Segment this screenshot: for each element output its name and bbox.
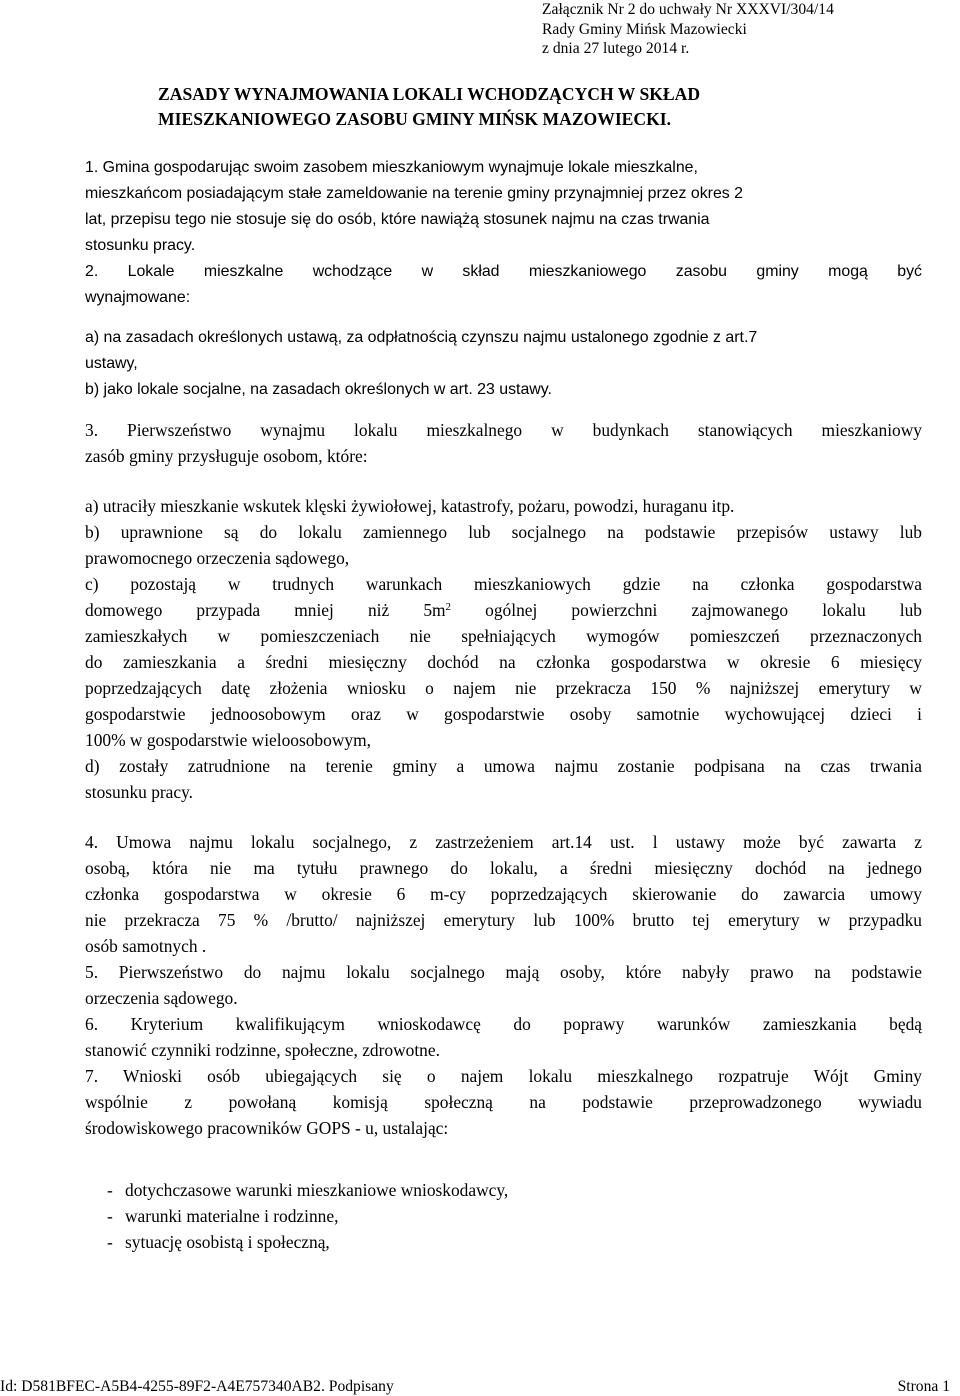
attachment-line-2: Rady Gminy Mińsk Mazowiecki [542,20,747,38]
paragraph-line: 7. Wnioski osób ubiegających się o najem lokalu mieszkalnego rozpatruje Wójt Gminy [85,1066,922,1086]
paragraph-line: 5. Pierwszeństwo do najmu lokalu socjalnego mają osoby, które nabyły prawo na podstawie [85,962,922,982]
paragraph-line: 4. Umowa najmu lokalu socjalnego, z zastrzeżeniem art.14 ust. l ustawy może być zawarta z [85,832,922,852]
document-body [85,155,922,1141]
superscript: 2 [445,601,452,613]
document-title [158,82,700,132]
list-item-c-cont: do zamieszkania a średni miesięczny dochód na członka gospodarstwa w okresie 6 miesięcy [85,652,922,672]
title-line-2: MIESZKANIOWEGO ZASOBU GMINY MIŃSK MAZOWIECKI. [158,109,672,129]
list-item-b: b) jako lokale socjalne, na zasadach określonych w art. 23 ustawy. [85,381,552,398]
list-item [107,1203,508,1229]
paragraph-line: 2. Lokale mieszkalne wchodzące w skład mieszkaniowego zasobu gminy mogą być [85,263,922,280]
list-item-text: warunki materialne i rodzinne, [125,1206,339,1226]
paragraph-line: członka gospodarstwa w okresie 6 m-cy poprzedzających skierowanie do zawarcia umowy [85,884,922,904]
list-item-a: a) na zasadach określonych ustawą, za odpłatnością czynszu najmu ustalonego zgodnie z art.7 [85,329,758,346]
list-item-b-cont: prawomocnego orzeczenia sądowego, [85,548,350,568]
criteria-list [107,1177,508,1255]
paragraph-line: 1. Gmina gospodarując swoim zasobem mieszkaniowym wynajmuje lokale mieszkalne, [85,159,698,176]
paragraph-line: osób samotnych . [85,936,207,956]
attachment-line-1: Załącznik Nr 2 do uchwały Nr XXXVI/304/14 [542,1,834,18]
list-item-a: a) utraciły mieszkanie wskutek klęski żywiołowej, katastrofy, pożaru, powodzi, huraganu itp. [85,496,735,516]
document-id-footer: Id: D581BFEC-A5B4-4255-89F2-A4E757340AB2. Podpisany [0,1378,394,1395]
paragraph-5 [85,959,922,1011]
paragraph-line: nie przekracza 75 % /brutto/ najniższej emerytury lub 100% brutto tej emerytury w przypadku [85,910,922,930]
paragraph-line: osobą, która nie ma tytułu prawnego do lokalu, a średni miesięczny dochód na jednego [85,858,922,878]
paragraph-line: zasób gminy przysługuje osobom, które: [85,446,368,466]
list-item-c: c) pozostają w trudnych warunkach mieszkaniowych gdzie na członka gospodarstwa [85,574,922,594]
attachment-header [542,0,834,59]
list-item [107,1177,508,1203]
list-item-c-cont [85,597,922,623]
title-line-1: ZASADY WYNAJMOWANIA LOKALI WCHODZĄCYCH W SKŁAD [158,84,701,104]
page-number: Strona 1 [897,1378,950,1395]
paragraph-1 [85,155,922,259]
paragraph-line: stanowić czynniki rodzinne, społeczne, zdrowotne. [85,1040,440,1060]
paragraph-3 [85,417,922,805]
paragraph-line: wynajmowane: [85,289,191,306]
attachment-line-3: z dnia 27 lutego 2014 r. [542,40,690,57]
paragraph-line: mieszkańcom posiadającym stałe zameldowanie na terenie gminy przynajmniej przez okres 2 [85,185,743,202]
dash-bullet: - [107,1206,113,1226]
paragraph-2 [85,259,922,403]
dash-bullet: - [107,1232,113,1252]
list-item-text: dotychczasowe warunki mieszkaniowe wnioskodawcy, [125,1180,509,1200]
list-item-a-cont: ustawy, [85,355,138,372]
paragraph-line: wspólnie z powołaną komisją społeczną na podstawie przeprowadzonego wywiadu [85,1092,922,1112]
paragraph-7 [85,1063,922,1141]
list-item-c-cont: gospodarstwie jednoosobowym oraz w gospodarstwie osoby samotnie wychowującej dzieci i [85,704,922,724]
list-item-c-cont: poprzedzających datę złożenia wniosku o najem nie przekracza 150 % najniższej emerytury w [85,678,922,698]
list-item-c-cont: zamieszkałych w pomieszczeniach nie spełniających wymogów pomieszczeń przeznaczonych [85,626,922,646]
paragraph-line: środowiskowego pracowników GOPS - u, ustalając: [85,1118,449,1138]
list-item-b: b) uprawnione są do lokalu zamiennego lub socjalnego na podstawie przepisów ustawy lub [85,522,922,542]
paragraph-4 [85,829,922,959]
list-item [107,1229,508,1255]
list-item-text: sytuację osobistą i społeczną, [125,1232,330,1252]
paragraph-line: stosunku pracy. [85,237,196,254]
list-item-d-cont: stosunku pracy. [85,782,194,802]
area-text-rest: ogólnej powierzchni zajmowanego lokalu lub [451,600,922,620]
area-text: domowego przypada mniej niż 5m [85,600,446,620]
paragraph-line: 6. Kryterium kwalifikującym wnioskodawcę do poprawy warunków zamieszkania będą [85,1014,922,1034]
paragraph-line: orzeczenia sądowego. [85,988,238,1008]
list-item-c-cont: 100% w gospodarstwie wieloosobowym, [85,730,371,750]
list-item-d: d) zostały zatrudnione na terenie gminy a umowa najmu zostanie podpisana na czas trwania [85,756,922,776]
paragraph-line: 3. Pierwszeństwo wynajmu lokalu mieszkalnego w budynkach stanowiących mieszkaniowy [85,420,922,440]
dash-bullet: - [107,1180,113,1200]
paragraph-6 [85,1011,922,1063]
paragraph-line: lat, przepisu tego nie stosuje się do osób, które nawiążą stosunek najmu na czas trwania [85,211,710,228]
